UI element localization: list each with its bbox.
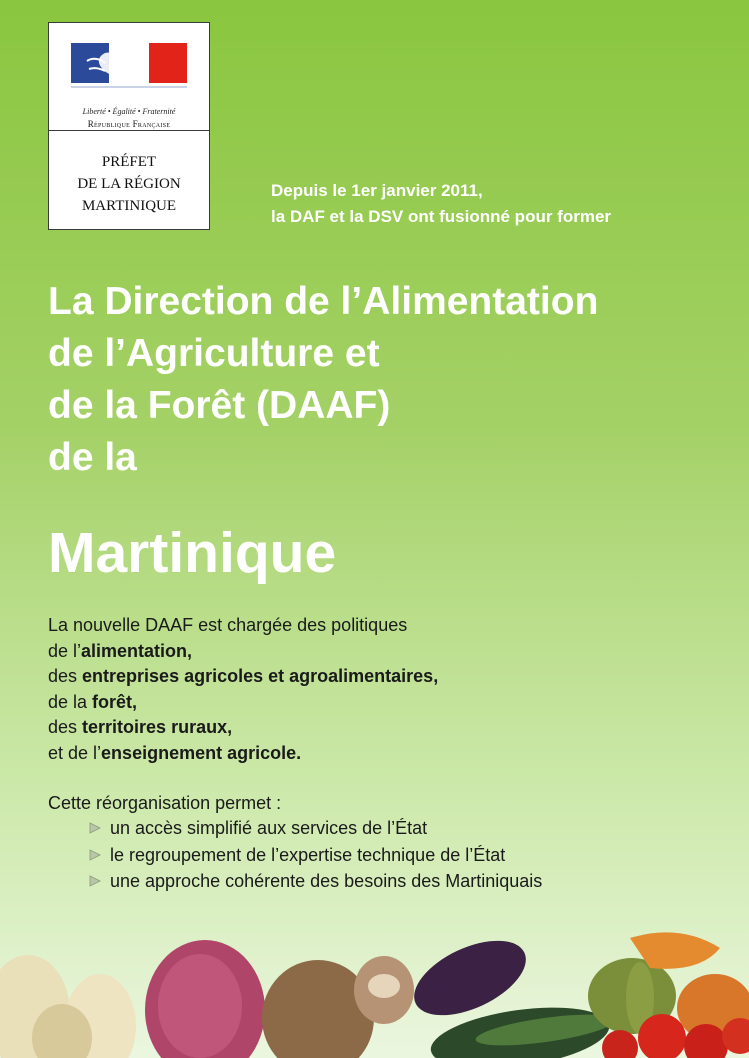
desc-line-4 <box>48 690 438 716</box>
title-martinique: Martinique <box>48 521 337 585</box>
desc-line-3-prefix: des <box>48 666 83 687</box>
logo-divider <box>49 130 209 131</box>
title-line-3: de la Forêt (DAAF) <box>48 384 391 427</box>
arrow-bullet-icon <box>88 848 102 862</box>
desc-line-5-bold: territoires ruraux, <box>82 717 233 738</box>
desc-line-3-bold: entreprises agricoles et agroalimentaires, <box>82 666 439 687</box>
prefet-label <box>49 151 209 217</box>
list-item <box>88 868 542 895</box>
intro-line-2: la DAF et la DSV ont fusionné pour former <box>271 207 612 226</box>
logo-motto: Liberté • Égalité • Fraternité <box>82 107 176 116</box>
prefet-line-2: DE LA RÉGION <box>77 176 181 192</box>
desc-line-2-bold: alimentation, <box>81 640 193 661</box>
vegetables-photo-icon <box>0 918 749 1058</box>
desc-line-6-bold: enseignement agricole. <box>101 742 302 763</box>
desc-line-2 <box>48 639 438 665</box>
desc-line-3 <box>48 664 438 690</box>
description <box>48 613 438 767</box>
desc-line-1: La nouvelle DAAF est chargée des politiques <box>48 615 408 635</box>
arrow-bullet-icon <box>88 874 102 888</box>
title-line-1: La Direction de l’Alimentation <box>48 280 599 323</box>
bullet-text-2: le regroupement de l’expertise technique de l’État <box>110 844 506 865</box>
prefecture-logo <box>48 22 210 230</box>
desc-line-6 <box>48 741 438 767</box>
bullet-text-3: une approche cohérente des besoins des Martiniquais <box>110 871 543 891</box>
reorganisation-list <box>88 815 542 895</box>
intro-text <box>271 178 611 230</box>
list-item <box>88 842 542 869</box>
page-title <box>48 276 598 484</box>
desc-line-6-prefix: et de l’ <box>48 742 102 763</box>
title-line-2: de l’Agriculture et <box>48 332 380 375</box>
logo-republic: République Française <box>87 119 171 129</box>
desc-line-5 <box>48 715 438 741</box>
desc-line-5-prefix: des <box>48 717 83 738</box>
desc-line-4-bold: forêt, <box>92 691 138 712</box>
intro-line-1: Depuis le 1er janvier 2011, <box>271 181 483 200</box>
bullet-text-1: un accès simplifié aux services de l’État <box>110 818 428 838</box>
title-line-4: de la <box>48 436 137 479</box>
desc-line-2-prefix: de l’ <box>48 640 82 661</box>
arrow-bullet-icon <box>88 821 102 835</box>
prefet-line-1: PRÉFET <box>101 154 157 170</box>
prefet-line-3: MARTINIQUE <box>81 198 177 214</box>
list-item <box>88 815 542 842</box>
reorganisation-heading: Cette réorganisation permet : <box>48 793 282 813</box>
desc-line-4-prefix: de la <box>48 691 93 712</box>
